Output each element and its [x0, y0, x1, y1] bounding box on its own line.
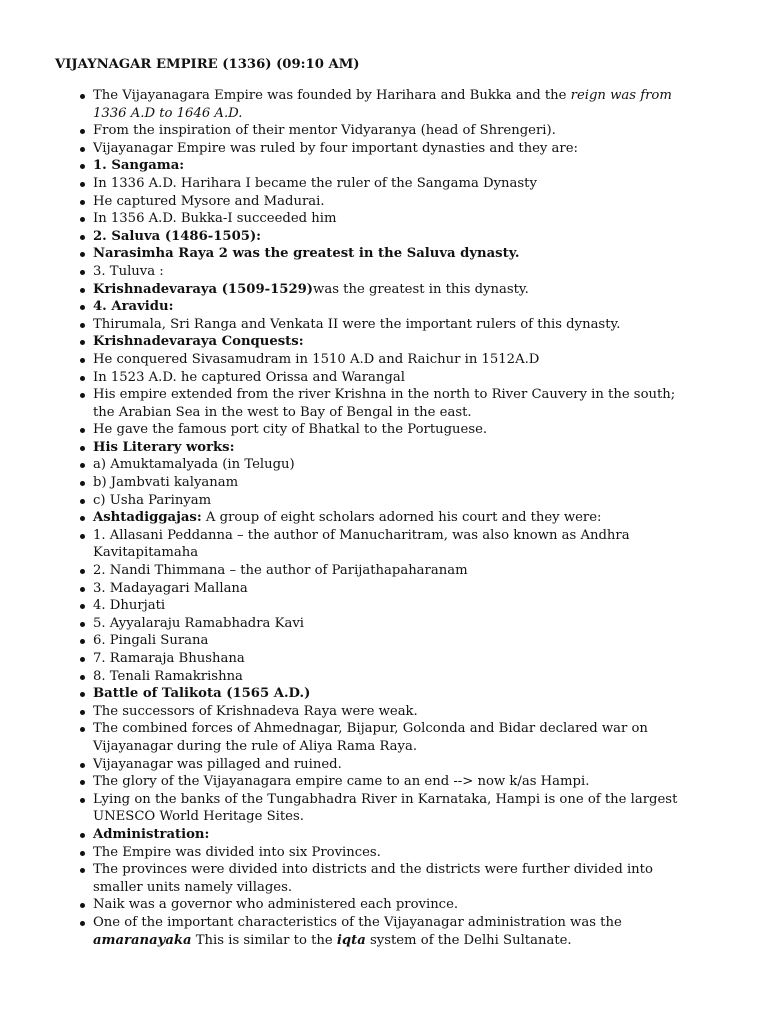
list-item-text: 1. Allasani Peddanna – the author of Manucharitram, was also known as Andhra Kavitapitamaha — [93, 527, 630, 561]
list-item-text: 3. Madayagari Mallana — [93, 580, 248, 596]
list-item-text: Thirumala, Sri Ranga and Venkata II were the important rulers of this dynasty. — [93, 316, 621, 332]
list-item-text: system of the Delhi Sultanate. — [365, 932, 572, 948]
list-item-text: A group of eight scholars adorned his court and they were: — [201, 510, 602, 526]
list-item — [93, 474, 698, 492]
list-item — [93, 333, 698, 351]
list-item-text: Vijayanagar was pillaged and ruined. — [93, 756, 342, 772]
list-item — [93, 580, 698, 598]
list-item-text: The provinces were divided into districts and the districts were further divided into smaller units namely villages. — [93, 862, 653, 895]
list-item-text: Battle of Talikota (1565 A.D.) — [93, 686, 311, 702]
list-item-text: 6. Pingali Surana — [93, 633, 209, 649]
list-item-text: In 1356 A.D. Bukka-I succeeded him — [93, 211, 337, 227]
list-item-text: In 1336 A.D. Harihara I became the ruler of the Sangama Dynasty — [93, 175, 537, 191]
list-item-text: The successors of Krishnadeva Raya were weak. — [93, 703, 418, 719]
list-item — [93, 896, 698, 914]
list-item-text: His Literary works: — [93, 439, 235, 455]
list-item-text: The glory of the Vijayanagara empire came to an end --> now k/as Hampi. — [93, 774, 590, 790]
list-item — [93, 140, 698, 158]
list-item — [93, 210, 698, 228]
list-item — [93, 509, 698, 527]
bullet-list — [55, 87, 698, 949]
list-item-text: The combined forces of Ahmednagar, Bijapur, Golconda and Bidar declared war on Vijayanagar during the rule of Aliya Rama Raya. — [93, 721, 648, 754]
list-item — [93, 861, 698, 896]
list-item-text: 2. Saluva (1486-1505): — [93, 228, 262, 244]
list-item-text: In 1523 A.D. he captured Orissa and Warangal — [93, 369, 405, 385]
list-item-text: This is similar to the — [191, 932, 337, 948]
list-item-text: a) Amuktamalyada (in Telugu) — [93, 457, 295, 473]
list-item — [93, 720, 698, 755]
list-item-text: From the inspiration of their mentor Vidyaranya (head of Shrengeri). — [93, 123, 556, 139]
list-item-text: was the greatest in this dynasty. — [313, 281, 529, 297]
list-item — [93, 351, 698, 369]
list-item-text: One of the important characteristics of the Vijayanagar administration was the — [93, 914, 622, 930]
list-item — [93, 175, 698, 193]
list-item-text: Administration: — [93, 826, 210, 842]
list-item — [93, 703, 698, 721]
list-item-text: He captured Mysore and Madurai. — [93, 193, 325, 209]
list-item-text: 4. Dhurjati — [93, 598, 166, 614]
list-item — [93, 685, 698, 703]
list-item-text: Narasimha Raya 2 was the greatest in the Saluva dynasty. — [93, 246, 520, 262]
list-item-text: Lying on the banks of the Tungabhadra River in Karnataka, Hampi is one of the largest UNESCO World Heritage Sites. — [93, 791, 678, 825]
page-title: VIJAYNAGAR EMPIRE (1336) (09:10 AM) — [55, 57, 360, 72]
list-item — [93, 615, 698, 633]
list-item-text: He conquered Sivasamudram in 1510 A.D and Raichur in 1512A.D — [93, 351, 540, 367]
list-item — [93, 87, 698, 122]
list-item-text: 2. Nandi Thimmana – the author of Parijathapaharanam — [93, 563, 468, 579]
list-item — [93, 386, 698, 421]
list-item — [93, 369, 698, 387]
list-item-text: iqta — [336, 932, 366, 948]
list-item — [93, 632, 698, 650]
list-item — [93, 228, 698, 246]
list-item-text: His empire extended from the river Krishna in the north to River Cauvery in the south; the Arabian Sea in the west to Bay of Bengal in the east. — [93, 387, 676, 420]
list-item-text: Naik was a governor who administered each province. — [93, 897, 459, 913]
list-item-text: He gave the famous port city of Bhatkal to the Portuguese. — [93, 422, 488, 438]
list-item-text: 3. Tuluva : — [93, 263, 164, 279]
list-item-text: Ashtadiggajas: — [93, 510, 202, 526]
list-item — [93, 157, 698, 175]
list-item — [93, 756, 698, 774]
list-item — [93, 668, 698, 686]
list-item — [93, 245, 698, 263]
list-item-text: b) Jambvati kalyanam — [93, 475, 239, 491]
list-item-text: reign was from 1336 A.D to 1646 A.D. — [93, 88, 672, 121]
list-item — [93, 421, 698, 439]
list-item — [93, 597, 698, 615]
list-item-text: 1. Sangama: — [93, 158, 185, 174]
list-item — [93, 456, 698, 474]
list-item-text: c) Usha Parinyam — [93, 492, 212, 508]
list-item — [93, 193, 698, 211]
list-item — [93, 650, 698, 668]
list-item-text: Krishnadevaraya (1509-1529) — [93, 281, 314, 297]
list-item — [93, 562, 698, 580]
list-item — [93, 439, 698, 457]
list-item-text: Krishnadevaraya Conquests: — [93, 334, 304, 350]
list-item — [93, 826, 698, 844]
list-item — [93, 281, 698, 299]
list-item — [93, 773, 698, 791]
list-item-text: 7. Ramaraja Bhushana — [93, 651, 245, 666]
list-item — [93, 844, 698, 862]
list-item-text: 4. Aravidu: — [93, 299, 174, 315]
list-item-text: 5. Ayyalaraju Ramabhadra Kavi — [93, 615, 304, 631]
list-item-text: Vijayanagar Empire was ruled by four important dynasties and they are: — [93, 140, 578, 156]
list-item — [93, 263, 698, 281]
list-item-text: 8. Tenali Ramakrishna — [93, 668, 243, 684]
list-item-text: The Empire was divided into six Provinces. — [93, 844, 381, 860]
list-item — [93, 791, 698, 826]
list-item-text: The Vijayanagara Empire was founded by Harihara and Bukka and the — [93, 88, 571, 103]
list-item — [93, 492, 698, 510]
list-item — [93, 914, 698, 949]
list-item — [93, 122, 698, 140]
list-item — [93, 298, 698, 316]
list-item — [93, 316, 698, 334]
list-item-text: amaranayaka — [93, 932, 192, 948]
list-item — [93, 527, 698, 562]
